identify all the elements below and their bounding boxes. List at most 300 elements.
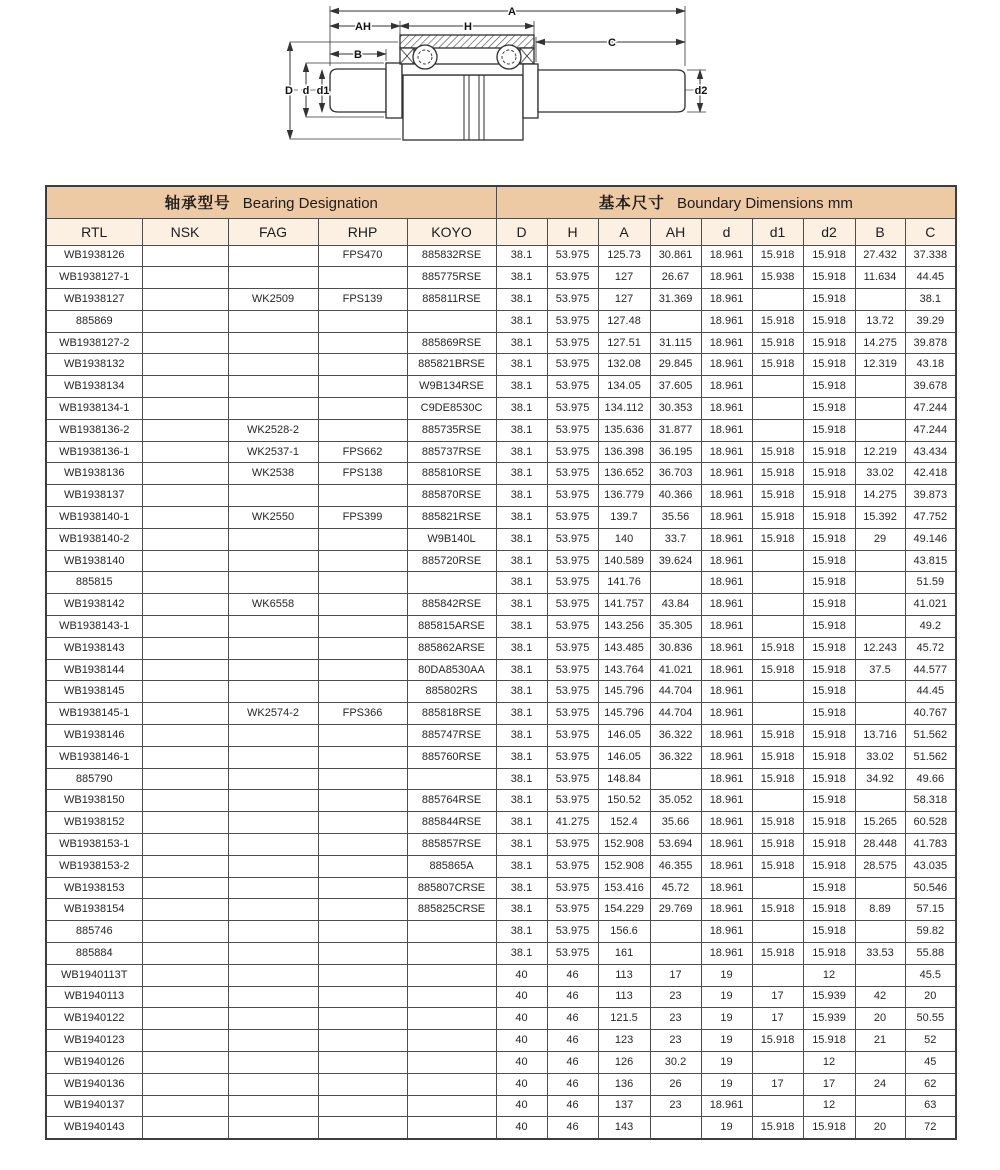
cell-B: 21 <box>855 1030 905 1052</box>
cell-d: 19 <box>701 1117 752 1139</box>
cell-KOYO: 885844RSE <box>407 812 496 834</box>
cell-NSK <box>142 834 228 856</box>
cell-RHP <box>318 1095 407 1117</box>
cell-FAG <box>228 790 318 812</box>
table-row <box>46 790 956 812</box>
cell-D: 38.1 <box>496 921 547 943</box>
cell-NSK <box>142 855 228 877</box>
cell-KOYO: 885735RSE <box>407 419 496 441</box>
cell-NSK <box>142 463 228 485</box>
cell-d1: 15.918 <box>752 310 803 332</box>
column-header-FAG: FAG <box>228 218 318 245</box>
cell-RHP <box>318 768 407 790</box>
cell-H: 53.975 <box>547 441 598 463</box>
cell-RHP <box>318 1117 407 1139</box>
cell-d1: 15.918 <box>752 812 803 834</box>
cell-KOYO <box>407 1117 496 1139</box>
cell-RTL: WB1938140-2 <box>46 528 142 550</box>
cell-NSK <box>142 441 228 463</box>
bearing-diagram <box>272 2 732 164</box>
cell-FAG <box>228 1117 318 1139</box>
cell-KOYO: 885821BRSE <box>407 354 496 376</box>
table-row <box>46 812 956 834</box>
cell-C: 41.021 <box>905 594 956 616</box>
cell-d1: 15.918 <box>752 637 803 659</box>
cell-C: 52 <box>905 1030 956 1052</box>
cell-KOYO: 885815ARSE <box>407 616 496 638</box>
cell-C: 50.546 <box>905 877 956 899</box>
cell-RTL: WB1938134-1 <box>46 398 142 420</box>
cell-d2: 15.918 <box>803 245 855 267</box>
cell-AH <box>650 310 701 332</box>
cell-C: 43.815 <box>905 550 956 572</box>
cell-B <box>855 1051 905 1073</box>
cell-KOYO: 885825CRSE <box>407 899 496 921</box>
cell-RTL: WB1938146 <box>46 725 142 747</box>
cell-FAG <box>228 943 318 965</box>
cell-NSK <box>142 572 228 594</box>
cell-H: 53.975 <box>547 398 598 420</box>
cell-A: 140 <box>598 528 650 550</box>
table-row <box>46 245 956 267</box>
cell-d2: 15.918 <box>803 332 855 354</box>
cell-A: 132.08 <box>598 354 650 376</box>
cell-RHP <box>318 550 407 572</box>
cell-FAG <box>228 877 318 899</box>
cell-AH: 46.355 <box>650 855 701 877</box>
cell-C: 51.562 <box>905 746 956 768</box>
cell-A: 127 <box>598 289 650 311</box>
cell-d: 19 <box>701 1073 752 1095</box>
cell-d1 <box>752 790 803 812</box>
cell-d2: 15.918 <box>803 899 855 921</box>
cell-A: 161 <box>598 943 650 965</box>
cell-FAG <box>228 267 318 289</box>
cell-C: 59.82 <box>905 921 956 943</box>
cell-C: 49.66 <box>905 768 956 790</box>
cell-C: 39.873 <box>905 485 956 507</box>
cell-d: 18.961 <box>701 834 752 856</box>
table-row <box>46 746 956 768</box>
cell-B: 33.02 <box>855 746 905 768</box>
cell-C: 39.678 <box>905 376 956 398</box>
cell-FAG: WK2528-2 <box>228 419 318 441</box>
cell-d2: 15.918 <box>803 943 855 965</box>
cell-KOYO <box>407 1095 496 1117</box>
cell-RHP <box>318 616 407 638</box>
cell-B <box>855 616 905 638</box>
cell-A: 136.398 <box>598 441 650 463</box>
cell-d: 19 <box>701 1008 752 1030</box>
table-row <box>46 964 956 986</box>
cell-FAG <box>228 245 318 267</box>
cell-B: 33.53 <box>855 943 905 965</box>
cell-AH: 39.624 <box>650 550 701 572</box>
cell-AH: 33.7 <box>650 528 701 550</box>
cell-d: 18.961 <box>701 725 752 747</box>
cell-d1: 15.918 <box>752 746 803 768</box>
cell-D: 40 <box>496 1008 547 1030</box>
cell-A: 139.7 <box>598 507 650 529</box>
column-header-row <box>46 218 956 245</box>
cell-FAG <box>228 332 318 354</box>
cell-d2: 15.918 <box>803 463 855 485</box>
cell-AH: 30.836 <box>650 637 701 659</box>
cell-d: 18.961 <box>701 376 752 398</box>
table-row <box>46 419 956 441</box>
table-row <box>46 1008 956 1030</box>
cell-D: 40 <box>496 964 547 986</box>
cell-H: 53.975 <box>547 310 598 332</box>
cell-AH: 31.369 <box>650 289 701 311</box>
cell-RHP <box>318 310 407 332</box>
cell-AH: 53.694 <box>650 834 701 856</box>
cell-B <box>855 877 905 899</box>
cell-D: 38.1 <box>496 877 547 899</box>
cell-d: 19 <box>701 986 752 1008</box>
cell-C: 45.5 <box>905 964 956 986</box>
cell-NSK <box>142 725 228 747</box>
dim-label-d: d <box>302 85 310 97</box>
cell-RTL: WB1938145 <box>46 681 142 703</box>
cell-B: 14.275 <box>855 332 905 354</box>
cell-C: 44.45 <box>905 267 956 289</box>
cell-B <box>855 681 905 703</box>
cell-NSK <box>142 528 228 550</box>
cell-FAG <box>228 812 318 834</box>
cell-d: 18.961 <box>701 245 752 267</box>
table-row <box>46 768 956 790</box>
cell-d: 18.961 <box>701 943 752 965</box>
table-row <box>46 1051 956 1073</box>
cell-AH: 36.195 <box>650 441 701 463</box>
cell-H: 53.975 <box>547 855 598 877</box>
cell-D: 38.1 <box>496 943 547 965</box>
bearing-diagram-svg <box>272 2 732 164</box>
cell-KOYO: 885775RSE <box>407 267 496 289</box>
cell-D: 38.1 <box>496 289 547 311</box>
cell-RTL: 885746 <box>46 921 142 943</box>
cell-RHP: FPS470 <box>318 245 407 267</box>
column-header-d2: d2 <box>803 218 855 245</box>
cell-d1: 17 <box>752 1008 803 1030</box>
cell-RHP <box>318 921 407 943</box>
dim-label-d1: d1 <box>316 85 330 97</box>
cell-D: 40 <box>496 1051 547 1073</box>
cell-FAG <box>228 964 318 986</box>
cell-FAG <box>228 681 318 703</box>
cell-D: 38.1 <box>496 572 547 594</box>
cell-D: 40 <box>496 1117 547 1139</box>
cell-d: 18.961 <box>701 332 752 354</box>
cell-H: 53.975 <box>547 507 598 529</box>
dim-label-AH: AH <box>355 21 371 33</box>
cell-A: 156.6 <box>598 921 650 943</box>
cell-d: 18.961 <box>701 550 752 572</box>
table-row <box>46 441 956 463</box>
cell-d1 <box>752 398 803 420</box>
cell-B: 20 <box>855 1117 905 1139</box>
column-header-AH: AH <box>650 218 701 245</box>
cell-FAG <box>228 1073 318 1095</box>
cell-KOYO: 885720RSE <box>407 550 496 572</box>
cell-NSK <box>142 332 228 354</box>
cell-RHP <box>318 1051 407 1073</box>
cell-FAG <box>228 768 318 790</box>
cell-C: 60.528 <box>905 812 956 834</box>
cell-RTL: WB1940143 <box>46 1117 142 1139</box>
cell-d2: 15.918 <box>803 419 855 441</box>
cell-d1: 15.918 <box>752 528 803 550</box>
cell-A: 141.76 <box>598 572 650 594</box>
cell-d1 <box>752 376 803 398</box>
cell-RTL: 885815 <box>46 572 142 594</box>
cell-C: 39.878 <box>905 332 956 354</box>
cell-D: 38.1 <box>496 485 547 507</box>
cell-D: 38.1 <box>496 376 547 398</box>
cell-d1: 15.918 <box>752 768 803 790</box>
cell-H: 53.975 <box>547 790 598 812</box>
table-row <box>46 877 956 899</box>
cell-KOYO <box>407 310 496 332</box>
cell-RHP <box>318 267 407 289</box>
cell-d: 18.961 <box>701 507 752 529</box>
cell-A: 113 <box>598 986 650 1008</box>
cell-H: 53.975 <box>547 877 598 899</box>
cell-KOYO <box>407 1051 496 1073</box>
cell-d1 <box>752 877 803 899</box>
cell-RTL: WB1940123 <box>46 1030 142 1052</box>
cell-RTL: WB1938132 <box>46 354 142 376</box>
column-header-D: D <box>496 218 547 245</box>
cell-A: 153.416 <box>598 877 650 899</box>
cell-d2: 15.918 <box>803 550 855 572</box>
cell-d1: 15.918 <box>752 1117 803 1139</box>
cell-d1: 15.918 <box>752 463 803 485</box>
cell-A: 136 <box>598 1073 650 1095</box>
column-header-KOYO: KOYO <box>407 218 496 245</box>
cell-NSK <box>142 376 228 398</box>
cell-d1 <box>752 703 803 725</box>
cell-AH: 30.861 <box>650 245 701 267</box>
table-row <box>46 855 956 877</box>
cell-C: 44.577 <box>905 659 956 681</box>
cell-KOYO: 885865A <box>407 855 496 877</box>
cell-FAG: WK2538 <box>228 463 318 485</box>
dimensions-header-zh: 基本尺寸 <box>598 195 665 213</box>
cell-D: 38.1 <box>496 528 547 550</box>
cell-d1: 15.918 <box>752 943 803 965</box>
cell-RHP <box>318 419 407 441</box>
cell-C: 47.244 <box>905 419 956 441</box>
cell-D: 38.1 <box>496 616 547 638</box>
cell-D: 40 <box>496 1030 547 1052</box>
dim-label-D: D <box>285 85 293 97</box>
cell-d: 18.961 <box>701 310 752 332</box>
group-header-designation <box>46 186 496 218</box>
cell-NSK <box>142 1095 228 1117</box>
cell-D: 38.1 <box>496 746 547 768</box>
cell-H: 46 <box>547 1073 598 1095</box>
cell-d1: 15.918 <box>752 834 803 856</box>
cell-RHP <box>318 659 407 681</box>
cell-d1: 15.918 <box>752 725 803 747</box>
cell-AH <box>650 1117 701 1139</box>
cell-D: 38.1 <box>496 768 547 790</box>
cell-C: 47.244 <box>905 398 956 420</box>
cell-A: 150.52 <box>598 790 650 812</box>
cell-H: 46 <box>547 1117 598 1139</box>
cell-d1: 15.918 <box>752 245 803 267</box>
cell-A: 143.485 <box>598 637 650 659</box>
cell-d1 <box>752 616 803 638</box>
cell-d2: 15.918 <box>803 267 855 289</box>
cell-d: 18.961 <box>701 485 752 507</box>
cell-RTL: WB1938145-1 <box>46 703 142 725</box>
cell-A: 125.73 <box>598 245 650 267</box>
cell-d2: 15.918 <box>803 616 855 638</box>
cell-KOYO: 885810RSE <box>407 463 496 485</box>
cell-D: 38.1 <box>496 419 547 441</box>
cell-d2: 15.918 <box>803 812 855 834</box>
table-row <box>46 267 956 289</box>
cell-RTL: WB1940137 <box>46 1095 142 1117</box>
column-header-RHP: RHP <box>318 218 407 245</box>
cell-KOYO: 885760RSE <box>407 746 496 768</box>
cell-NSK <box>142 419 228 441</box>
table-row <box>46 921 956 943</box>
cell-d1 <box>752 964 803 986</box>
table-row <box>46 943 956 965</box>
cell-AH: 35.305 <box>650 616 701 638</box>
cell-RHP <box>318 528 407 550</box>
cell-d: 19 <box>701 1051 752 1073</box>
cell-D: 38.1 <box>496 310 547 332</box>
cell-RHP <box>318 376 407 398</box>
cell-d2: 15.939 <box>803 986 855 1008</box>
cell-C: 49.146 <box>905 528 956 550</box>
table-row <box>46 703 956 725</box>
cell-H: 46 <box>547 964 598 986</box>
cell-RTL: WB1938144 <box>46 659 142 681</box>
cell-KOYO <box>407 572 496 594</box>
cell-RTL: WB1938146-1 <box>46 746 142 768</box>
cell-D: 38.1 <box>496 637 547 659</box>
cell-FAG <box>228 572 318 594</box>
cell-B: 15.392 <box>855 507 905 529</box>
cell-d2: 15.918 <box>803 1030 855 1052</box>
cell-C: 49.2 <box>905 616 956 638</box>
cell-AH <box>650 768 701 790</box>
cell-d2: 15.918 <box>803 659 855 681</box>
cell-H: 53.975 <box>547 376 598 398</box>
cell-H: 53.975 <box>547 332 598 354</box>
cell-AH <box>650 572 701 594</box>
cell-NSK <box>142 507 228 529</box>
cell-RHP <box>318 986 407 1008</box>
table-row <box>46 550 956 572</box>
cell-D: 40 <box>496 1073 547 1095</box>
cell-AH: 23 <box>650 986 701 1008</box>
cell-RTL: WB1940136 <box>46 1073 142 1095</box>
cell-NSK <box>142 768 228 790</box>
cell-d1 <box>752 921 803 943</box>
cell-B: 28.575 <box>855 855 905 877</box>
cell-RTL: WB1938154 <box>46 899 142 921</box>
cell-C: 43.434 <box>905 441 956 463</box>
cell-H: 53.975 <box>547 681 598 703</box>
cell-KOYO: 885802RS <box>407 681 496 703</box>
cell-NSK <box>142 703 228 725</box>
cell-KOYO: 885811RSE <box>407 289 496 311</box>
cell-d: 18.961 <box>701 812 752 834</box>
cell-d2: 15.939 <box>803 1008 855 1030</box>
cell-B: 29 <box>855 528 905 550</box>
cell-A: 145.796 <box>598 681 650 703</box>
cell-H: 53.975 <box>547 768 598 790</box>
cell-AH: 45.72 <box>650 877 701 899</box>
cell-d2: 15.918 <box>803 376 855 398</box>
cell-RTL: WB1938153-1 <box>46 834 142 856</box>
cell-RHP: FPS399 <box>318 507 407 529</box>
column-header-A: A <box>598 218 650 245</box>
cell-FAG: WK2509 <box>228 289 318 311</box>
cell-NSK <box>142 550 228 572</box>
cell-RHP <box>318 725 407 747</box>
dim-label-A: A <box>508 6 516 18</box>
designation-header-zh: 轴承型号 <box>164 195 231 213</box>
cell-d: 18.961 <box>701 616 752 638</box>
cell-RHP <box>318 964 407 986</box>
cell-KOYO: C9DE8530C <box>407 398 496 420</box>
cell-FAG <box>228 659 318 681</box>
cell-AH: 41.021 <box>650 659 701 681</box>
cell-RHP <box>318 1008 407 1030</box>
cell-FAG <box>228 834 318 856</box>
cell-KOYO: 885870RSE <box>407 485 496 507</box>
cell-RTL: WB1938134 <box>46 376 142 398</box>
cell-H: 41.275 <box>547 812 598 834</box>
cell-B: 13.716 <box>855 725 905 747</box>
cell-B <box>855 572 905 594</box>
cell-NSK <box>142 659 228 681</box>
column-header-NSK: NSK <box>142 218 228 245</box>
cell-RHP <box>318 855 407 877</box>
cell-d: 18.961 <box>701 398 752 420</box>
cell-RHP <box>318 834 407 856</box>
cell-NSK <box>142 289 228 311</box>
cell-C: 62 <box>905 1073 956 1095</box>
cell-RHP <box>318 572 407 594</box>
table-row <box>46 332 956 354</box>
cell-RHP: FPS366 <box>318 703 407 725</box>
cell-KOYO: W9B140L <box>407 528 496 550</box>
cell-d2: 12 <box>803 1051 855 1073</box>
cell-KOYO: 885807CRSE <box>407 877 496 899</box>
left-shaft <box>330 69 386 112</box>
cell-NSK <box>142 921 228 943</box>
cell-NSK <box>142 986 228 1008</box>
cell-RTL: WB1938140-1 <box>46 507 142 529</box>
cell-A: 146.05 <box>598 725 650 747</box>
cell-H: 46 <box>547 1095 598 1117</box>
cell-d1: 17 <box>752 986 803 1008</box>
cell-FAG: WK2574-2 <box>228 703 318 725</box>
cell-RHP <box>318 877 407 899</box>
cell-B <box>855 419 905 441</box>
cell-KOYO <box>407 943 496 965</box>
cell-A: 143.764 <box>598 659 650 681</box>
